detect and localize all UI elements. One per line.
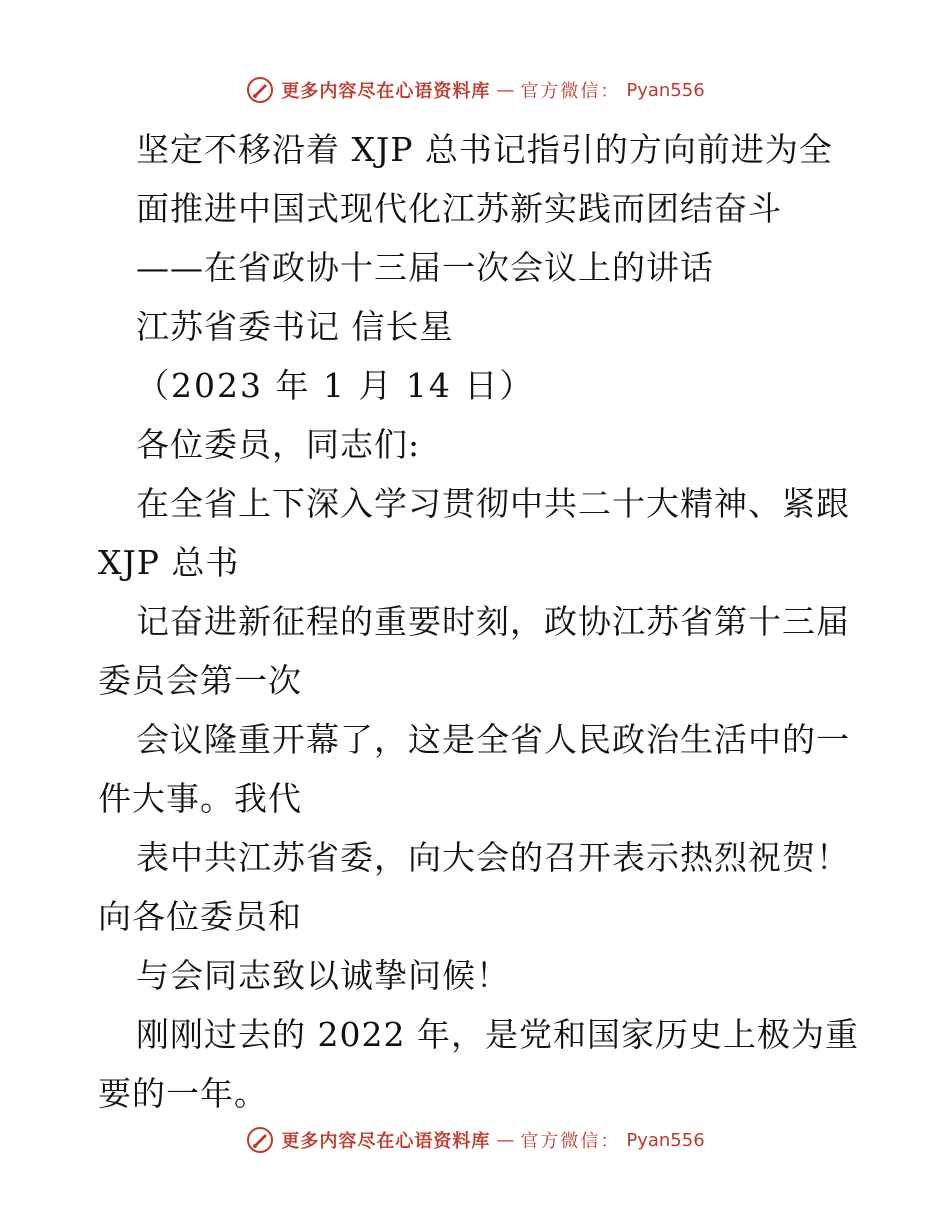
- title-line-1: 坚定不移沿着 XJP 总书记指引的方向前进为全: [136, 130, 833, 169]
- brand-logo-icon: [245, 75, 275, 105]
- banner-dash: —: [496, 79, 515, 101]
- footer-banner: [0, 1120, 950, 1160]
- body-line: 向各位委员和: [98, 897, 302, 936]
- banner-wechat-label: 官方微信：: [520, 81, 621, 102]
- body-line: 件大事。我代: [98, 779, 302, 818]
- header-banner: [0, 70, 950, 110]
- banner-wechat-id: Pyan556: [626, 79, 705, 101]
- banner-wechat-id: Pyan556: [626, 1129, 705, 1151]
- title-line-2: 面推进中国式现代化江苏新实践而团结奋斗: [136, 189, 782, 228]
- document-body: [98, 120, 868, 1123]
- body-line: 会议隆重开幕了，这是全省人民政治生活中的一: [136, 720, 850, 759]
- subtitle: ——在省政协十三届一次会议上的讲话: [136, 248, 714, 287]
- body-line: 在全省上下深入学习贯彻中共二十大精神、紧跟: [136, 484, 850, 523]
- body-line: XJP 总书: [98, 543, 240, 582]
- body-line: 表中共江苏省委，向大会的召开表示热烈祝贺！: [136, 838, 850, 877]
- brand-logo-icon: [245, 1125, 275, 1155]
- banner-wechat-label: 官方微信：: [520, 1131, 621, 1152]
- body-line: 记奋进新征程的重要时刻，政协江苏省第十三届: [136, 602, 850, 641]
- date: （2023 年 1 月 14 日）: [136, 366, 535, 405]
- body-line: 要的一年。: [98, 1074, 268, 1113]
- banner-brand-text: 更多内容尽在心语资料库: [281, 81, 491, 102]
- salutation: 各位委员，同志们:: [136, 425, 421, 464]
- banner-brand-text: 更多内容尽在心语资料库: [281, 1131, 491, 1152]
- author: 江苏省委书记 信长星: [136, 307, 454, 346]
- banner-dash: —: [496, 1129, 515, 1151]
- body-line: 委员会第一次: [98, 661, 302, 700]
- body-line: 刚刚过去的 2022 年，是党和国家历史上极为重: [136, 1015, 859, 1054]
- body-line: 与会同志致以诚挚问候！: [136, 956, 510, 995]
